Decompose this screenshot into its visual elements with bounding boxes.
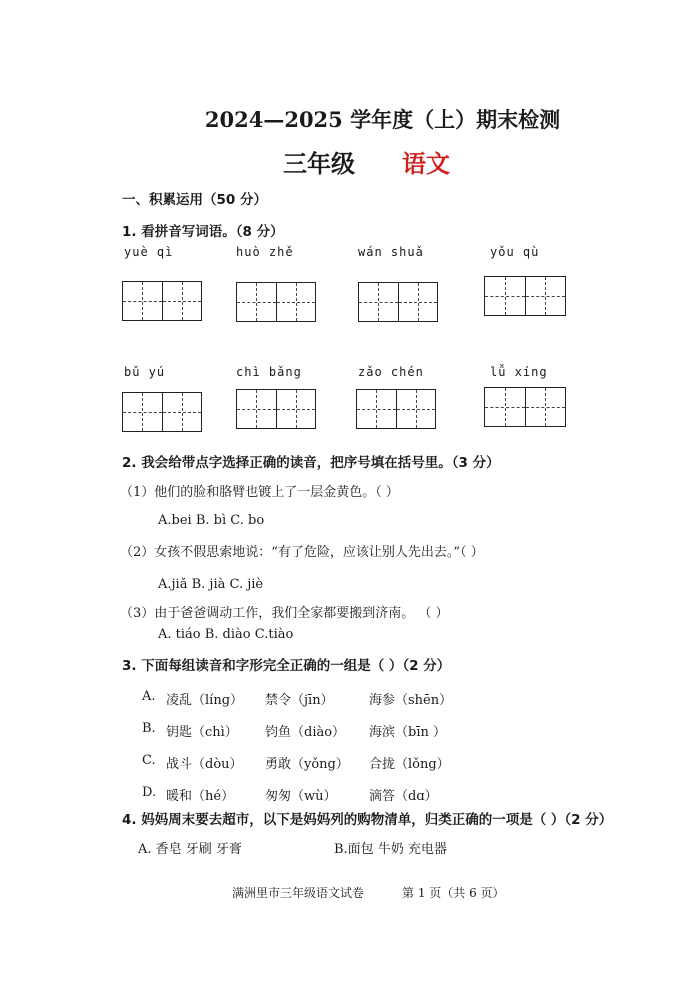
q3-option-letter: D. — [142, 785, 157, 800]
q3-word: 海滨（bīn ） — [369, 725, 446, 740]
writing-grid[interactable] — [236, 282, 316, 322]
q2-sentence-1: （1）他们的脸和胳臂也镀上了一层金黄色。（ ） — [120, 485, 399, 500]
q4-option-a: A. 香皂 牙刷 牙膏 — [138, 842, 242, 857]
writing-grid[interactable] — [122, 281, 202, 321]
q4-option-b: B.面包 牛奶 充电器 — [334, 842, 447, 857]
q3-word: 钥匙（chì） — [166, 725, 238, 740]
q2-prompt: 2. 我会给带点字选择正确的读音，把序号填在括号里。（3 分） — [122, 455, 500, 471]
exam-title: 2024—2025 学年度（上）期末检测 — [204, 107, 561, 132]
q4-prompt: 4. 妈妈周末要去超市，以下是妈妈列的购物清单，归类正确的一项是（ ）（2 分） — [122, 812, 613, 828]
pinyin-label: zǎo chén — [358, 365, 424, 379]
q3-option-letter: B. — [142, 721, 156, 736]
q3-word: 钧鱼（diào） — [265, 725, 346, 740]
subject-label: 语文 — [402, 149, 450, 178]
writing-grid[interactable] — [358, 282, 438, 322]
writing-grid[interactable] — [356, 389, 436, 429]
footer-exam-name: 满洲里市三年级语文试卷 — [232, 886, 365, 900]
q2-sentence-2: （2）女孩不假思索地说：“有了危险，应该让别人先出去。”（ ） — [120, 545, 484, 560]
writing-grid[interactable] — [484, 276, 566, 316]
q3-word: 禁令（jīn） — [265, 693, 334, 708]
pinyin-label: wán shuǎ — [358, 245, 424, 259]
q3-word: 匆匆（wù） — [265, 789, 337, 804]
footer-page-number: 第 1 页（共 6 页） — [402, 886, 505, 900]
q3-word: 海参（shēn） — [369, 693, 453, 708]
writing-grid[interactable] — [484, 387, 566, 427]
writing-grid[interactable] — [122, 392, 202, 432]
q3-option-letter: A. — [142, 689, 156, 704]
q3-prompt: 3. 下面每组读音和字形完全正确的一组是（ ）（2 分） — [122, 658, 451, 674]
q3-word: 战斗（dòu） — [166, 757, 243, 772]
q3-option-letter: C. — [142, 753, 156, 768]
pinyin-label: huò zhě — [236, 245, 294, 259]
grade-label: 三年级 — [283, 149, 355, 178]
pinyin-label: lǚ xíng — [490, 365, 548, 379]
q3-word: 合拢（lǒng） — [369, 757, 450, 772]
pinyin-label: yǒu qù — [490, 245, 540, 259]
q2-sentence-3: （3）由于爸爸调动工作，我们全家都要搬到济南。 （ ） — [120, 606, 449, 621]
q3-word: 暖和（hé） — [166, 789, 235, 804]
pinyin-label: chì bǎng — [236, 365, 302, 379]
q2-options-1: A.bei B. bì C. bo — [158, 513, 265, 528]
q2-options-2: A.jiǎ B. jià C. jiè — [158, 577, 264, 592]
section-heading: 一、积累运用（50 分） — [122, 192, 267, 208]
q1-prompt: 1. 看拼音写词语。（8 分） — [122, 224, 284, 240]
q2-options-3: A. tiáo B. diào C.tiào — [158, 627, 294, 642]
pinyin-label: bǔ yú — [124, 365, 166, 379]
q3-word: 滴答（dɑ） — [369, 789, 438, 804]
writing-grid[interactable] — [236, 389, 316, 429]
q3-word: 凌乱（líng） — [166, 693, 244, 708]
pinyin-label: yuè qì — [124, 245, 174, 259]
q3-word: 勇敢（yǒng） — [265, 757, 349, 772]
